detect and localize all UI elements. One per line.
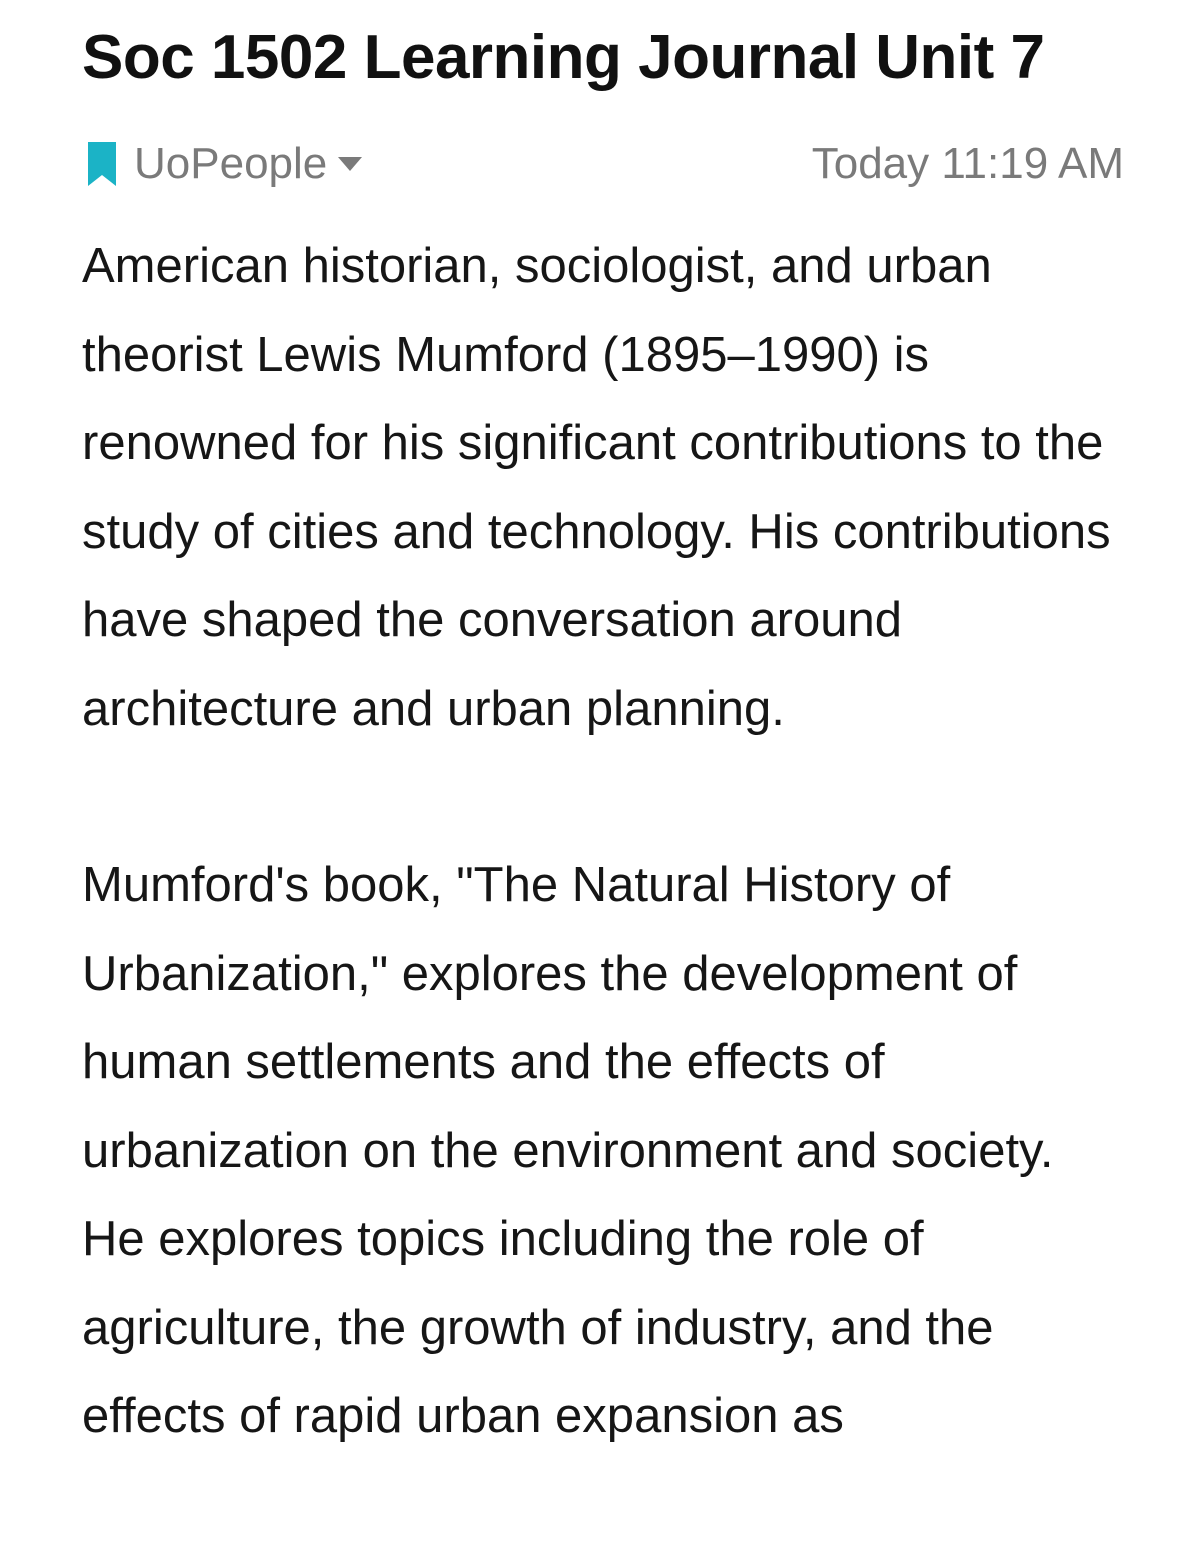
note-meta bbox=[82, 134, 1122, 194]
note-body[interactable] bbox=[82, 222, 1122, 1461]
notebook-selector[interactable] bbox=[82, 134, 363, 194]
caret-down-icon bbox=[337, 155, 363, 173]
note-timestamp: Today 11:19 AM bbox=[811, 139, 1124, 188]
note-view bbox=[82, 0, 1122, 1461]
note-paragraph: Mumford's book, "The Natural History of Urbanization," explores the development of human settlements and the effects of urbanization on the environment and society. He explores topics including the role of agriculture, the growth of industry, and the effects of rapid urban expansion as bbox=[82, 858, 1054, 1443]
bookmark-icon bbox=[82, 140, 122, 188]
note-paragraph: American historian, sociologist, and urban theorist Lewis Mumford (1895–1990) is renowned for his significant contributions to the study of cities and technology. His contributions have shaped the conversation around architecture and urban planning. bbox=[82, 239, 1111, 736]
notebook-name: UoPeople bbox=[134, 139, 328, 188]
note-title[interactable]: Soc 1502 Learning Journal Unit 7 bbox=[82, 23, 1045, 92]
